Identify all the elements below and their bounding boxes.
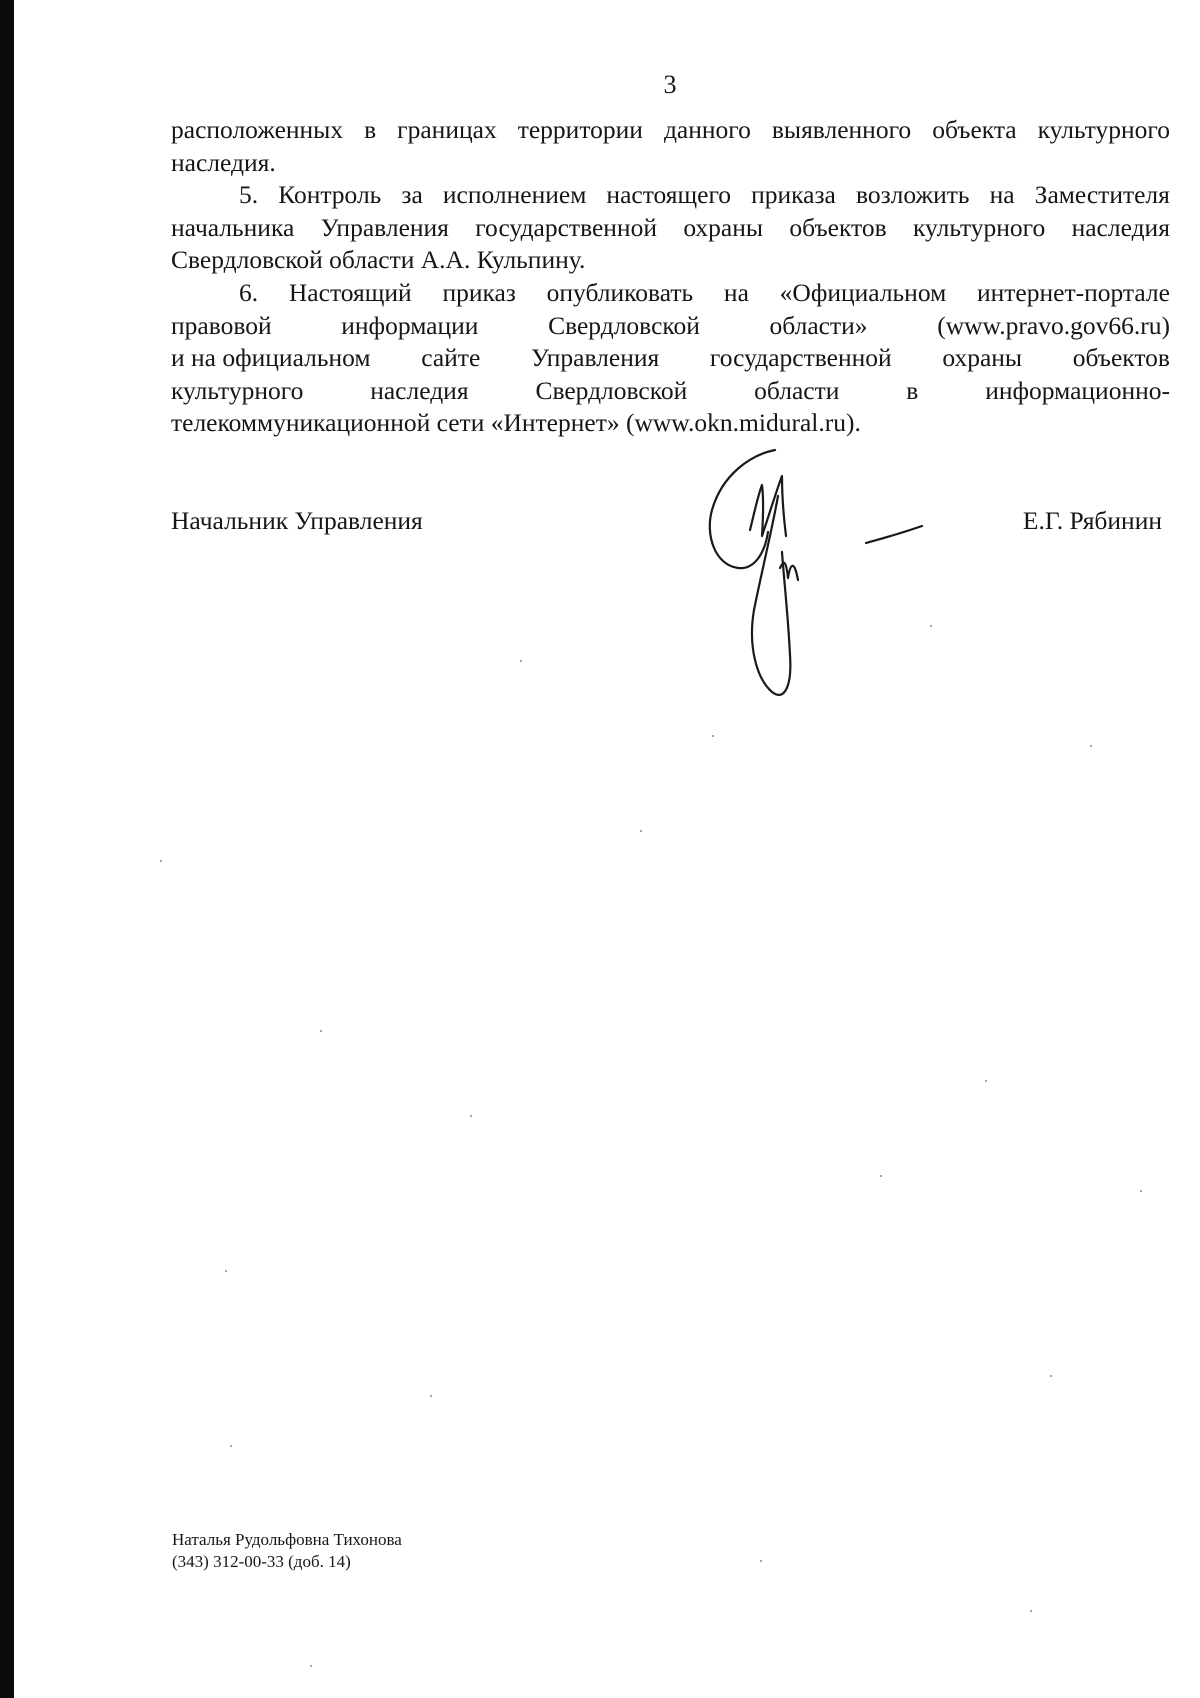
word: 5. (239, 180, 259, 210)
word: охраны (683, 212, 764, 242)
word: данного (663, 115, 751, 144)
signatory-position: Начальник Управления (171, 506, 423, 535)
document-body (171, 114, 1170, 440)
contact-phone: (343) 312-00-33 (доб. 14) (172, 1552, 351, 1571)
text-line: телекоммуникационной сети «Интернет» (www.okn.midural.ru). (171, 408, 861, 438)
text-line (171, 114, 1170, 147)
word: возложить (855, 180, 970, 210)
page-number: 3 (663, 70, 677, 99)
word: расположенных (171, 115, 344, 144)
word: Свердловской (535, 375, 688, 405)
signature-stroke (750, 476, 786, 536)
word: в (364, 115, 377, 144)
word: информации (341, 310, 479, 340)
handwritten-signature (700, 440, 940, 720)
text-line (171, 179, 1170, 212)
word: на (723, 277, 749, 307)
word: выявленного (771, 115, 912, 144)
word: Контроль (278, 180, 382, 210)
word: области (754, 375, 840, 405)
word: приказа (751, 180, 836, 210)
scan-edge (0, 0, 14, 1698)
word: Настоящий (288, 277, 412, 307)
word: Управления (320, 212, 449, 242)
word: исполнением (442, 180, 587, 210)
word: на (989, 180, 1015, 210)
word: информационно- (985, 375, 1170, 405)
contact-block (172, 1529, 402, 1573)
paragraph-continuation (171, 114, 1170, 179)
word: за (401, 180, 423, 210)
word: Заместителя (1034, 180, 1170, 210)
word: Свердловской (548, 310, 700, 340)
signatory-name: Е.Г. Рябинин (1022, 506, 1162, 535)
word: государственной (475, 212, 657, 242)
text-line (171, 212, 1170, 245)
word: и на официальном (171, 343, 371, 373)
word: интернет-портале (977, 277, 1170, 307)
word: сайте (421, 343, 481, 373)
word: наследия (370, 375, 469, 405)
word: наследия (1071, 212, 1170, 242)
word: «Официальном (779, 277, 947, 307)
text-line (171, 342, 1170, 375)
word: правовой (171, 310, 272, 340)
word: приказ (442, 277, 516, 307)
text-line: Свердловской области А.А. Кульпину. (171, 245, 586, 275)
word: границах (397, 115, 497, 144)
word: территории (517, 115, 643, 144)
word: 6. (239, 277, 259, 307)
text-line (171, 277, 1170, 310)
word: (www.pravo.gov66.ru) (937, 310, 1170, 340)
word: объекта (932, 115, 1017, 144)
word: Управления (530, 343, 660, 373)
word: области» (769, 310, 868, 340)
signature-stroke (866, 526, 922, 543)
word: настоящего (606, 180, 732, 210)
word: объектов (1072, 343, 1170, 373)
text-line (171, 310, 1170, 343)
word: объектов (789, 212, 887, 242)
word: культурного (171, 375, 304, 405)
word: культурного (1037, 115, 1170, 144)
signature-stroke (710, 450, 775, 568)
word: государственной (709, 343, 892, 373)
paragraph-item-5 (171, 179, 1170, 277)
word: опубликовать (546, 277, 694, 307)
paragraph-item-6 (171, 277, 1170, 440)
text-line (171, 375, 1170, 408)
word: в (906, 375, 919, 405)
word: культурного (912, 212, 1046, 242)
word: начальника (171, 212, 295, 242)
text-line: наследия. (171, 147, 276, 177)
contact-name: Наталья Рудольфовна Тихонова (172, 1530, 402, 1549)
word: охраны (942, 343, 1023, 373)
